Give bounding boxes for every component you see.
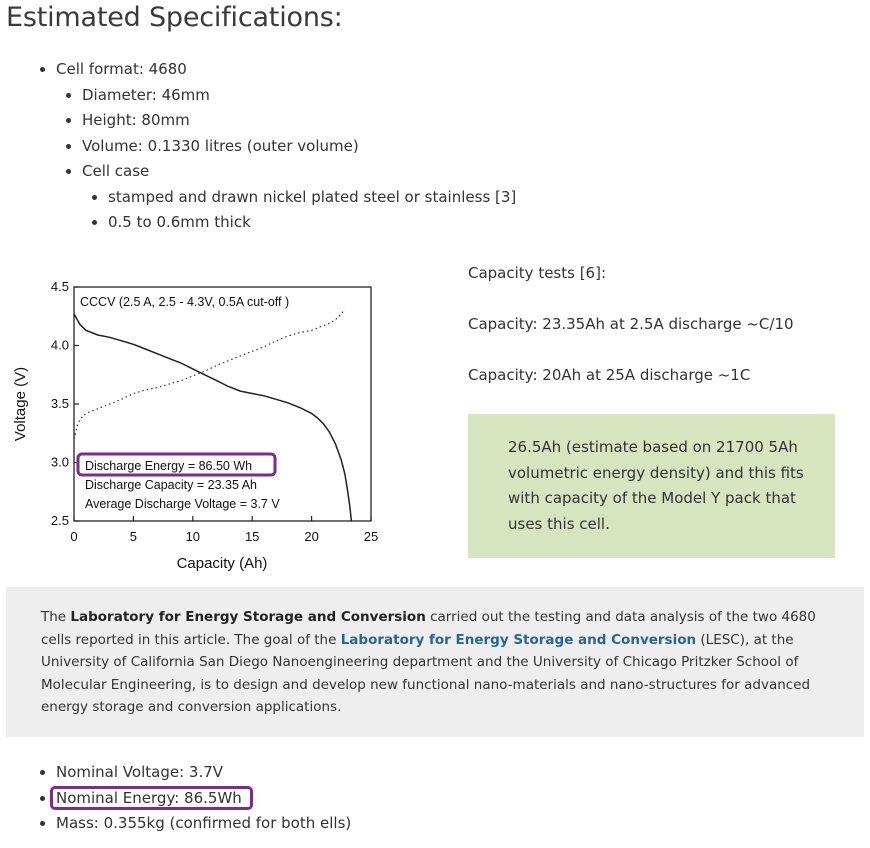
capacity-tests-heading: Capacity tests [6]: xyxy=(468,264,607,282)
discharge-chart xyxy=(0,270,400,580)
list-item: • Nominal Energy: 86.5Wh xyxy=(56,786,351,812)
capacity-test-2: Capacity: 20Ah at 25A discharge ~1C xyxy=(468,366,751,384)
x-tick-label: 5 xyxy=(129,529,138,544)
chart-svg xyxy=(0,270,400,580)
annotation-energy: Discharge Energy = 86.50 Wh xyxy=(85,459,253,473)
x-tick-label: 0 xyxy=(70,529,78,544)
lab-name-bold: Laboratory for Energy Storage and Conversion xyxy=(70,609,426,625)
list-item: • Volume: 0.1330 litres (outer volume) xyxy=(82,134,516,160)
spec-cell-format: Cell format: 4680 xyxy=(56,60,187,78)
nominal-energy-highlight xyxy=(50,786,253,810)
lab-text-3: (LESC), at the University of California San Diego Nanoengineering department and the University of Chicago Pritzker School of Molecular Engineering, is to design and develop new functional nano-materials and nano-structures for advanced energy storage and conversion applications. xyxy=(41,631,811,715)
lab-link[interactable]: Laboratory for Energy Storage and Conversion xyxy=(340,631,697,648)
list-item: • 0.5 to 0.6mm thick xyxy=(108,210,516,236)
list-item xyxy=(56,57,516,236)
list-item: • Diameter: 46mm xyxy=(82,83,516,109)
y-tick-label: 2.5 xyxy=(50,513,69,528)
list-item xyxy=(82,159,516,236)
annotation-voltage: Average Discharge Voltage = 3.7 V xyxy=(85,497,280,511)
y-tick-label: 3.0 xyxy=(50,454,69,470)
x-tick-label: 15 xyxy=(244,529,260,544)
lab-text-2: carried out the testing and data analysis of the two 4680 cells reported in this article. The goal of the xyxy=(41,609,816,648)
lab-info-box xyxy=(6,587,864,737)
list-item: • stamped and drawn nickel plated steel or stainless [3] xyxy=(108,185,516,211)
estimate-note-box xyxy=(468,414,835,558)
list-item: • Nominal Voltage: 3.7V xyxy=(56,760,351,786)
lab-text-1: The xyxy=(41,609,71,625)
list-item: • Height: 80mm xyxy=(82,108,516,134)
page-title: Estimated Specifications: xyxy=(6,2,343,33)
x-tick-label: 20 xyxy=(304,529,319,544)
y-tick-label: 4.5 xyxy=(50,279,69,294)
chart-title: CCCV (2.5 A, 2.5 - 4.3V, 0.5A cut-off ) xyxy=(80,295,290,309)
x-axis-label: Capacity (Ah) xyxy=(176,555,268,572)
y-tick-label: 4.0 xyxy=(50,337,69,353)
spec-cell-case: Cell case xyxy=(82,162,150,180)
x-tick-label: 10 xyxy=(185,529,201,544)
capacity-test-1: Capacity: 23.35Ah at 2.5A discharge ~C/10 xyxy=(468,315,794,333)
estimate-note: 26.5Ah (estimate based on 21700 5Ah volumetric energy density) and this fits with capacity of the Model Y pack that uses this cell. xyxy=(508,438,804,533)
list-item: • Mass: 0.355kg (confirmed for both ells) xyxy=(56,811,351,837)
y-axis-label: Voltage (V) xyxy=(12,366,29,442)
annotation-capacity: Discharge Capacity = 23.35 Ah xyxy=(85,478,257,492)
lab-paragraph xyxy=(41,606,841,719)
x-tick-label: 25 xyxy=(363,529,379,544)
spec-list xyxy=(56,57,516,236)
y-tick-label: 3.5 xyxy=(50,396,69,411)
